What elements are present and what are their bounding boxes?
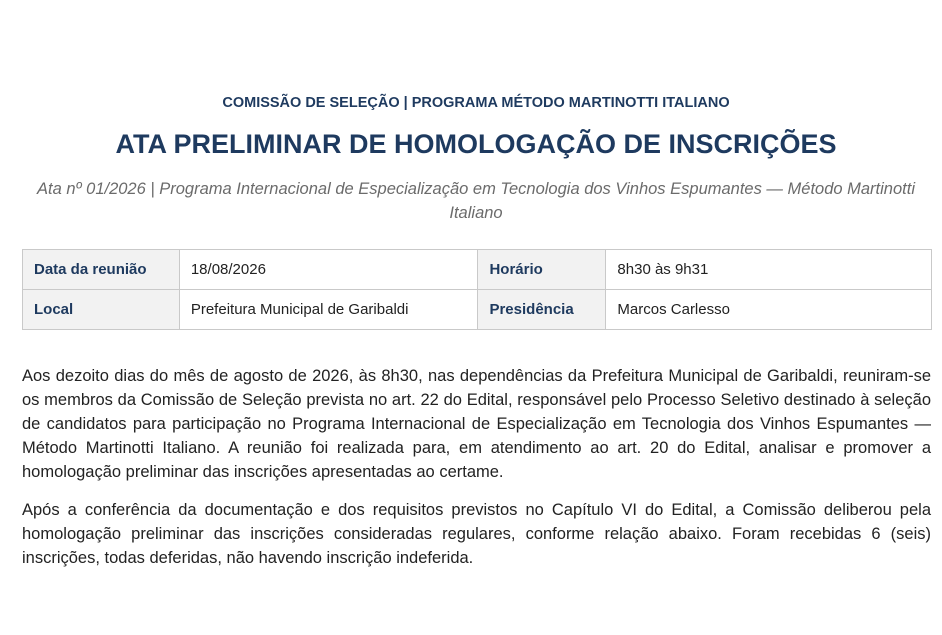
- date-label: Data da reunião: [23, 250, 180, 290]
- chair-label: Presidência: [478, 290, 606, 330]
- body-paragraph: Após a conferência da documentação e dos requisitos previstos no Capítulo VI do Edital, a Comissão deliberou pela homologação preliminar das inscrições consideradas regulares, conforme relação abaixo. Foram recebidas 6 (seis) inscrições, todas deferidas, não havendo inscrição indeferida.: [22, 501, 931, 567]
- meeting-info-row: [23, 290, 932, 330]
- location-value: Prefeitura Municipal de Garibaldi: [179, 290, 478, 330]
- date-value: 18/08/2026: [179, 250, 478, 290]
- document-kicker: COMISSÃO DE SELEÇÃO | PROGRAMA MÉTODO MARTINOTTI ITALIANO: [222, 95, 730, 111]
- document-title: ATA PRELIMINAR DE HOMOLOGAÇÃO DE INSCRIÇÕES: [115, 129, 837, 159]
- time-value: 8h30 às 9h31: [606, 250, 932, 290]
- meeting-info-row: [23, 250, 932, 290]
- body-paragraph: Aos dezoito dias do mês de agosto de 2026, às 8h30, nas dependências da Prefeitura Municipal de Garibaldi, reuniram-se os membros da Comissão de Seleção prevista no art. 22 do Edital, responsável pelo Processo Seletivo destinado à seleção de candidatos para participação no Programa Internacional de Especialização em Tecnologia dos Vinhos Espumantes — Método Martinotti Italiano. A reunião foi realizada para, em atendimento ao art. 20 do Edital, analisar e promover a homologação preliminar das inscrições apresentadas ao certame.: [22, 367, 931, 481]
- chair-value: Marcos Carlesso: [606, 290, 932, 330]
- location-label: Local: [23, 290, 180, 330]
- meeting-info-table: [22, 249, 932, 330]
- document-subtitle: Ata nº 01/2026 | Programa Internacional de Especialização em Tecnologia dos Vinhos Espumantes — Método Martinotti Italiano: [37, 180, 915, 222]
- time-label: Horário: [478, 250, 606, 290]
- minutes-body: [22, 364, 931, 584]
